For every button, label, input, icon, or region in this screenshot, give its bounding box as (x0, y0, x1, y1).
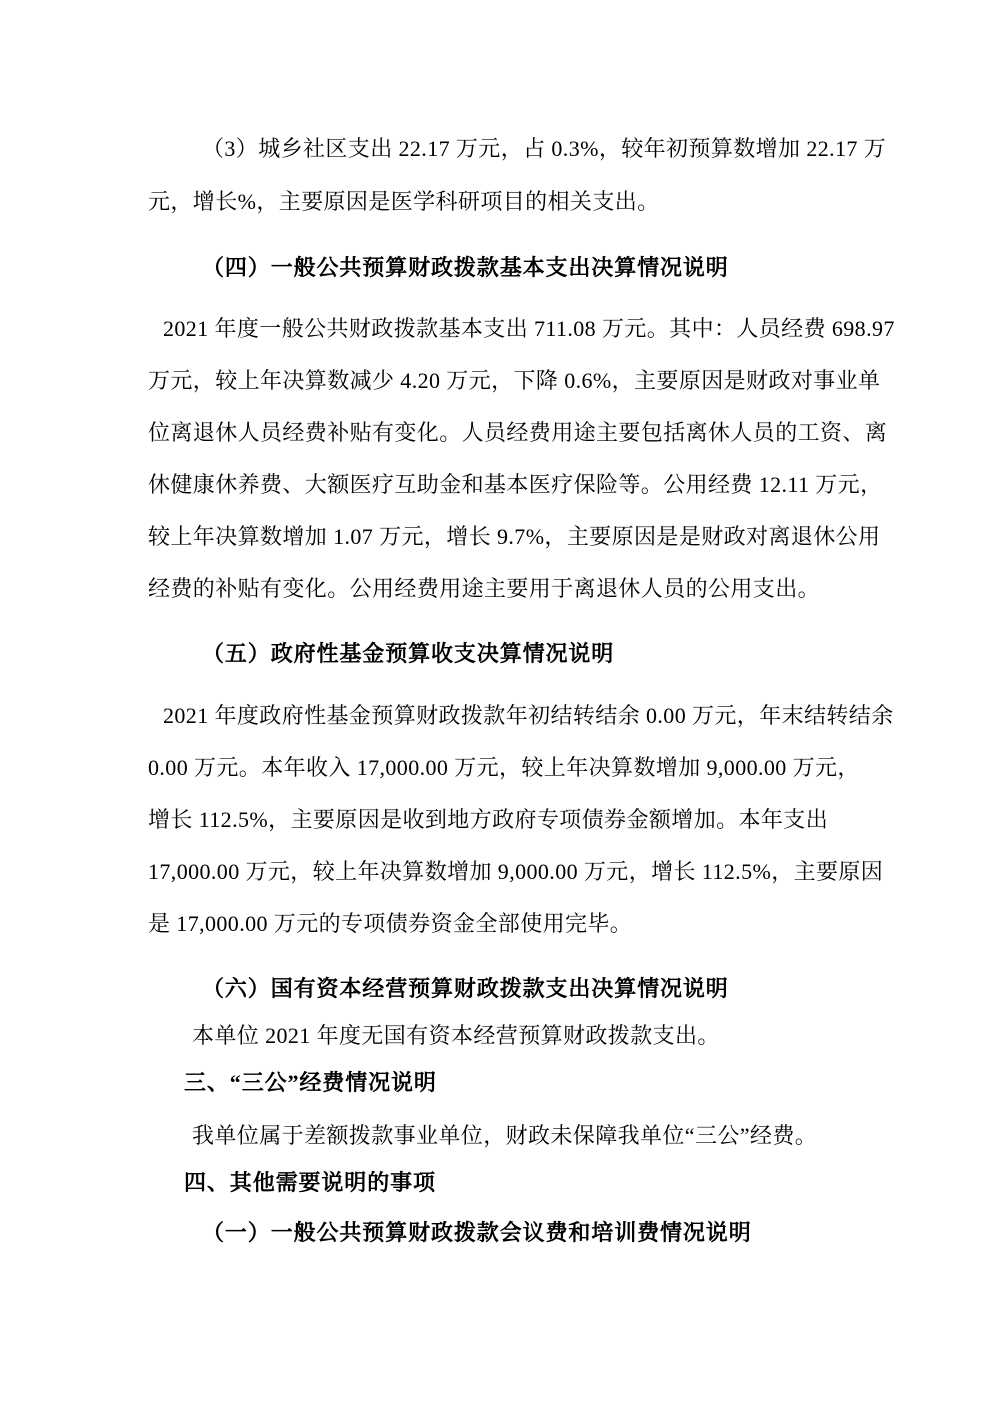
body-text-line: 经费的补贴有变化。公用经费用途主要用于离退休人员的公用支出。 (148, 576, 821, 601)
body-text-line: 本单位 2021 年度无国有资本经营预算财政拨款支出。 (192, 1023, 720, 1048)
body-text-line: 万元，较上年决算数减少 4.20 万元，下降 0.6%，主要原因是财政对事业单 (148, 368, 881, 393)
heading-three-public-funds: 三、“三公”经费情况说明 (184, 1070, 437, 1095)
body-text-line: 0.00 万元。本年收入 17,000.00 万元，较上年决算数增加 9,000.00 万元， (148, 755, 860, 780)
body-text-line: 元，增长%，主要原因是医学科研项目的相关支出。 (148, 189, 660, 214)
heading-subsection-1-meeting-training-fees: （一）一般公共预算财政拨款会议费和培训费情况说明 (202, 1220, 752, 1245)
body-text-line: 是 17,000.00 万元的专项债券资金全部使用完毕。 (148, 911, 633, 936)
heading-section-6-state-capital: （六）国有资本经营预算财政拨款支出决算情况说明 (202, 976, 729, 1001)
heading-other-matters: 四、其他需要说明的事项 (184, 1170, 436, 1195)
body-text-line: 2021 年度政府性基金预算财政拨款年初结转结余 0.00 万元，年末结转结余 (163, 703, 894, 728)
body-text-line: 位离退休人员经费补贴有变化。人员经费用途主要包括离休人员的工资、离 (148, 420, 888, 445)
body-text-line: 增长 112.5%，主要原因是收到地方政府专项债券金额增加。本年支出 (148, 807, 829, 832)
body-text-line: 17,000.00 万元，较上年决算数增加 9,000.00 万元，增长 112.5%，主要原因 (148, 859, 884, 884)
body-text-line: 2021 年度一般公共财政拨款基本支出 711.08 万元。其中：人员经费 698.97 (163, 316, 895, 341)
body-text-line: 较上年决算数增加 1.07 万元，增长 9.7%，主要原因是是财政对离退休公用 (148, 524, 881, 549)
body-text-line: 我单位属于差额拨款事业单位，财政未保障我单位“三公”经费。 (192, 1123, 818, 1148)
heading-section-4-basic-expenditure: （四）一般公共预算财政拨款基本支出决算情况说明 (202, 255, 729, 280)
body-text-line: （3）城乡社区支出 22.17 万元，占 0.3%，较年初预算数增加 22.17 万 (202, 136, 887, 161)
body-text-line: 休健康休养费、大额医疗互助金和基本医疗保险等。公用经费 12.11 万元， (148, 472, 883, 497)
heading-section-5-government-funds: （五）政府性基金预算收支决算情况说明 (202, 641, 615, 666)
